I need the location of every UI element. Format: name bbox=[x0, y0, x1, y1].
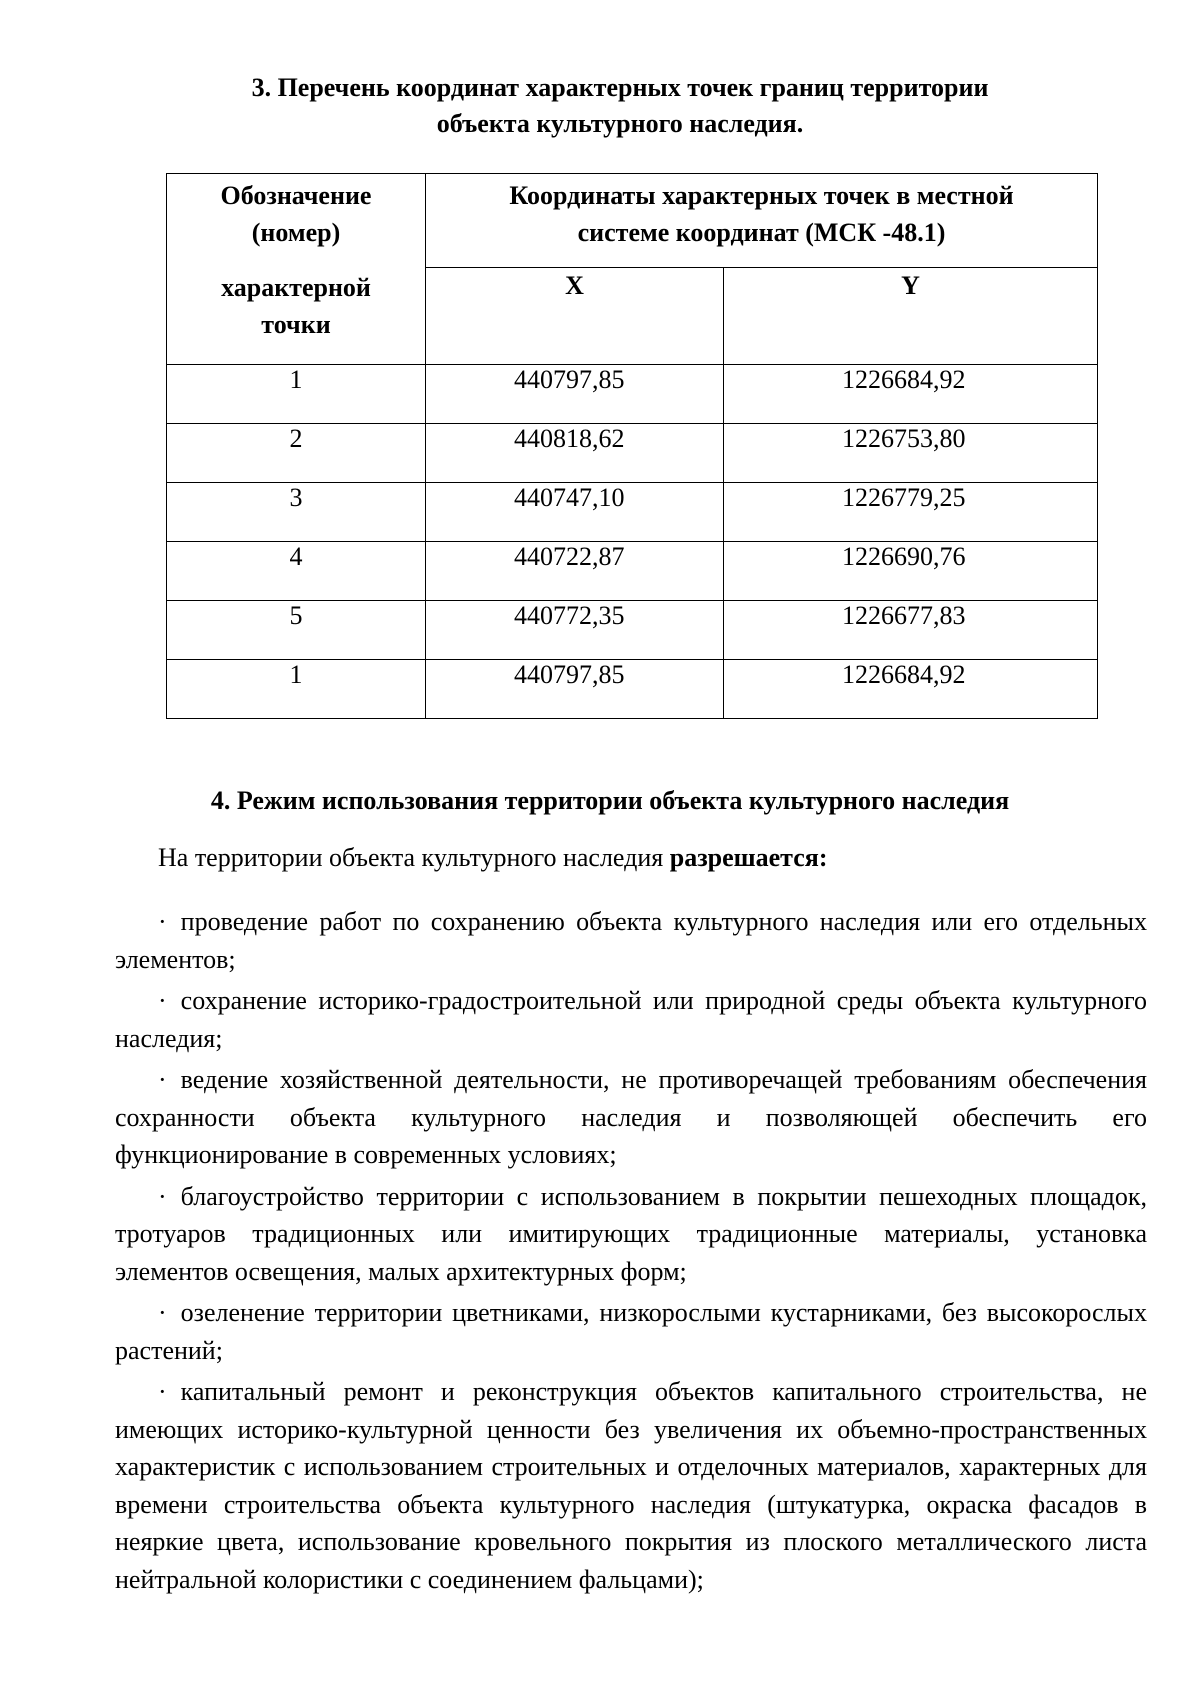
cell-point: 3 bbox=[167, 483, 426, 542]
header-coordinates bbox=[426, 174, 1098, 268]
section-4-intro bbox=[158, 840, 828, 876]
bullet-dot-icon: · bbox=[158, 1377, 167, 1406]
cell-x: 440747,10 bbox=[426, 483, 724, 542]
bullet-dot-icon: · bbox=[158, 1181, 167, 1211]
cell-x: 440818,62 bbox=[426, 424, 724, 483]
header-designation bbox=[167, 174, 426, 365]
cell-x: 440797,85 bbox=[426, 660, 724, 719]
cell-point: 2 bbox=[167, 424, 426, 483]
cell-y: 1226677,83 bbox=[724, 601, 1098, 660]
cell-point: 5 bbox=[167, 601, 426, 660]
header-y bbox=[724, 268, 1098, 365]
cell-x: 440772,35 bbox=[426, 601, 724, 660]
header-coordinates-line1: Координаты характерных точек в местной bbox=[509, 181, 1014, 210]
cell-y: 1226779,25 bbox=[724, 483, 1098, 542]
header-designation-line4: точки bbox=[261, 310, 331, 339]
header-x bbox=[426, 268, 724, 365]
bullet-dot-icon: · bbox=[158, 1298, 167, 1327]
table-row bbox=[167, 601, 1098, 660]
list-item-text: сохранение историко-градостроительной или природной среды объекта культурного наследия; bbox=[115, 986, 1147, 1053]
cell-x: 440797,85 bbox=[426, 365, 724, 424]
intro-text: На территории объекта культурного наследия bbox=[158, 843, 664, 872]
header-x-label: X bbox=[565, 271, 584, 300]
list-item-text: озеленение территории цветниками, низкорослыми кустарниками, без высокорослых растений; bbox=[115, 1298, 1147, 1365]
header-coordinates-line2: системе координат (МСК -48.1) bbox=[577, 218, 946, 247]
header-designation-line2: (номер) bbox=[251, 218, 341, 247]
section-3-title bbox=[195, 70, 1045, 142]
table-row bbox=[167, 542, 1098, 601]
list-item bbox=[115, 982, 1147, 1057]
cell-y: 1226684,92 bbox=[724, 365, 1098, 424]
cell-point: 1 bbox=[167, 365, 426, 424]
table-row bbox=[167, 660, 1098, 719]
section-4-title: 4. Режим использования территории объекта культурного наследия bbox=[210, 786, 1010, 815]
list-item bbox=[115, 1373, 1147, 1598]
cell-y: 1226753,80 bbox=[724, 424, 1098, 483]
table-row bbox=[167, 365, 1098, 424]
section-3-title-line1: 3. Перечень координат характерных точек границ территории bbox=[251, 73, 989, 102]
list-item bbox=[115, 1061, 1147, 1174]
list-item-text: ведение хозяйственной деятельности, не противоречащей требованиям обеспечения сохранности объекта культурного наследия и позволяющей обеспечить его функционирование в современных условиях; bbox=[115, 1065, 1147, 1169]
list-item-text: проведение работ по сохранению объекта культурного наследия или его отдельных элементов; bbox=[115, 907, 1147, 974]
table-row bbox=[167, 483, 1098, 542]
list-item-text: благоустройство территории с использованием в покрытии пешеходных площадок, тротуаров традиционных или имитирующих традиционные материалы, установка элементов освещения, малых архитектурных форм; bbox=[115, 1181, 1147, 1286]
list-item bbox=[115, 1294, 1147, 1369]
header-designation-line1: Обозначение bbox=[220, 181, 372, 210]
cell-x: 440722,87 bbox=[426, 542, 724, 601]
cell-y: 1226684,92 bbox=[724, 660, 1098, 719]
cell-point: 4 bbox=[167, 542, 426, 601]
cell-point: 1 bbox=[167, 660, 426, 719]
header-y-label: Y bbox=[901, 271, 920, 300]
bullet-dot-icon: · bbox=[158, 986, 167, 1015]
list-item-text: капитальный ремонт и реконструкция объектов капитального строительства, не имеющих историко-культурной ценности без увеличения их объемно-пространственных характеристик с использованием строительных и отделочных материалов, характерных для времени строительства объекта культурного наследия (штукатурка, окраска фасадов в неяркие цвета, использование кровельного покрытия из плоского металлического листа нейтральной колористики с соединением фальцами); bbox=[115, 1377, 1147, 1594]
header-designation-line3: характерной bbox=[221, 273, 371, 302]
bullet-dot-icon: · bbox=[158, 1065, 167, 1094]
list-item bbox=[115, 1178, 1147, 1291]
intro-strong: разрешается: bbox=[669, 843, 828, 872]
table-row bbox=[167, 424, 1098, 483]
cell-y: 1226690,76 bbox=[724, 542, 1098, 601]
coordinates-table bbox=[166, 173, 1098, 719]
allowed-activities-list bbox=[115, 903, 1147, 1602]
bullet-dot-icon: · bbox=[158, 907, 167, 936]
list-item bbox=[115, 903, 1147, 978]
section-3-title-line2: объекта культурного наследия. bbox=[436, 109, 804, 138]
